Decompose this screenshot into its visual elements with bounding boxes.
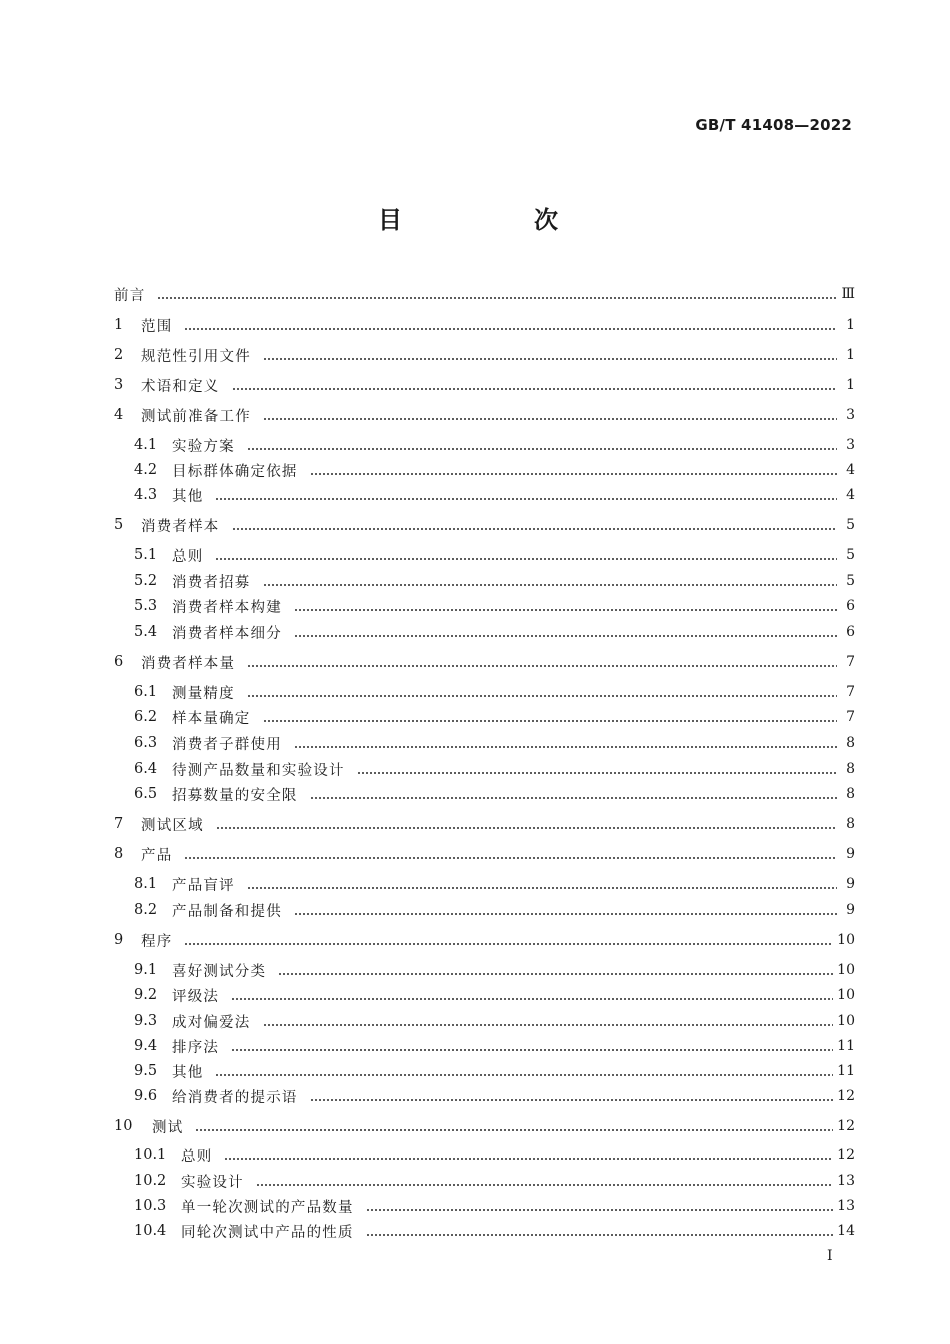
toc-entry[interactable] xyxy=(114,843,855,865)
toc-subentry[interactable] xyxy=(114,1060,855,1082)
dot-leader xyxy=(263,584,838,586)
dot-leader xyxy=(310,797,837,799)
toc-entry-label: 消费者子群使用 xyxy=(172,736,282,753)
page-title: 目 次 xyxy=(378,205,612,234)
toc-entry-page: 6 xyxy=(846,624,855,640)
toc-entry-page: 13 xyxy=(837,1198,855,1214)
toc-entry-label: 实验方案 xyxy=(172,438,235,455)
toc-subentry[interactable] xyxy=(114,595,855,617)
toc-entry-label: 消费者样本细分 xyxy=(172,625,282,642)
toc-entry-number: 7 xyxy=(114,816,124,832)
toc-entry-label: 实验设计 xyxy=(181,1174,244,1191)
toc-entry[interactable] xyxy=(114,1115,855,1137)
dot-leader xyxy=(310,473,837,475)
toc-entry-page: 11 xyxy=(837,1038,855,1054)
toc-entry-page: 5 xyxy=(846,547,855,563)
toc-entry-number: 5.3 xyxy=(134,598,158,614)
dot-leader xyxy=(278,973,833,975)
toc-subentry[interactable] xyxy=(114,1035,855,1057)
toc-entry-number: 6 xyxy=(114,654,124,670)
toc-entry-page: 7 xyxy=(846,684,855,700)
toc-entry-number: 9.2 xyxy=(134,987,158,1003)
toc-entry-number: 8.1 xyxy=(134,876,158,892)
toc-entry-number: 4.3 xyxy=(134,487,158,503)
toc-entry-number: 4.2 xyxy=(134,462,158,478)
toc-entry-label: 同轮次测试中产品的性质 xyxy=(181,1224,354,1241)
toc-entry-page: 8 xyxy=(846,816,855,832)
dot-leader xyxy=(157,297,837,299)
dot-leader xyxy=(247,448,837,450)
dot-leader xyxy=(232,388,838,390)
page-number: I xyxy=(827,1248,833,1264)
dot-leader xyxy=(195,1129,833,1131)
toc-entry-label: 术语和定义 xyxy=(141,378,220,395)
toc-entry-label: 范围 xyxy=(141,318,173,335)
dot-leader xyxy=(247,665,837,667)
toc-entry-label: 排序法 xyxy=(172,1039,220,1056)
toc-entry-label: 喜好测试分类 xyxy=(172,963,267,980)
toc-entry-number: 2 xyxy=(114,347,124,363)
toc-subentry[interactable] xyxy=(114,758,855,780)
dot-leader xyxy=(310,1099,834,1101)
toc-entry-number: 9 xyxy=(114,932,124,948)
dot-leader xyxy=(294,635,837,637)
toc-entry-label: 产品盲评 xyxy=(172,877,235,894)
toc-entry-number: 4 xyxy=(114,407,124,423)
dot-leader xyxy=(294,746,837,748)
toc-subentry[interactable] xyxy=(114,1144,855,1166)
toc-entry-page: 7 xyxy=(846,654,855,670)
toc-entry-page: 4 xyxy=(846,487,855,503)
toc-entry-page: 9 xyxy=(846,902,855,918)
dot-leader xyxy=(247,695,837,697)
toc-entry-number: 1 xyxy=(114,317,124,333)
toc-entry-number: 10.1 xyxy=(134,1147,167,1163)
dot-leader xyxy=(216,827,837,829)
toc-entry-number: 5.2 xyxy=(134,573,158,589)
dot-leader xyxy=(224,1158,833,1160)
standard-code: GB/T 41408—2022 xyxy=(695,116,852,134)
dot-leader xyxy=(263,720,838,722)
toc-entry-page: 3 xyxy=(846,407,855,423)
toc-subentry[interactable] xyxy=(114,570,855,592)
toc-entry-page: 1 xyxy=(846,317,855,333)
toc-entry-number: 6.3 xyxy=(134,735,158,751)
toc-entry-label: 测量精度 xyxy=(172,685,235,702)
dot-leader xyxy=(231,998,833,1000)
dot-leader xyxy=(215,1074,833,1076)
toc-entry-number: 6.2 xyxy=(134,709,158,725)
toc-subentry[interactable] xyxy=(114,1195,855,1217)
toc-entry-label: 目标群体确定依据 xyxy=(172,463,298,480)
toc-entry-number: 10.3 xyxy=(134,1198,167,1214)
toc-entry-label: 产品 xyxy=(141,847,173,864)
toc-entry-number: 10.2 xyxy=(134,1173,167,1189)
dot-leader xyxy=(215,498,837,500)
dot-leader xyxy=(263,418,837,420)
toc-entry[interactable] xyxy=(114,929,855,951)
dot-leader xyxy=(256,1184,833,1186)
dot-leader xyxy=(232,528,838,530)
toc-entry-number: 9.3 xyxy=(134,1013,158,1029)
toc-entry-label: 待测产品数量和实验设计 xyxy=(172,762,345,779)
toc-subentry[interactable] xyxy=(114,873,855,895)
toc-entry-page: 8 xyxy=(846,786,855,802)
dot-leader xyxy=(294,609,837,611)
toc-entry-page: 9 xyxy=(846,846,855,862)
toc-entry-label: 样本量确定 xyxy=(172,710,251,727)
toc-entry-number: 6.5 xyxy=(134,786,158,802)
toc-entry[interactable] xyxy=(114,813,855,835)
dot-leader xyxy=(357,772,837,774)
toc-entry-page: 1 xyxy=(846,347,855,363)
toc-entry-label: 总则 xyxy=(172,548,204,565)
toc-entry-number: 6.1 xyxy=(134,684,158,700)
toc-entry-page: 6 xyxy=(846,598,855,614)
toc-entry-number: 5.4 xyxy=(134,624,158,640)
toc-subentry[interactable] xyxy=(114,959,855,981)
dot-leader xyxy=(184,857,837,859)
toc-subentry[interactable] xyxy=(114,984,855,1006)
toc-entry-label: 产品制备和提供 xyxy=(172,903,282,920)
toc-subentry[interactable] xyxy=(114,1170,855,1192)
toc-entry-number: 9.6 xyxy=(134,1088,158,1104)
toc-entry-number: 9.1 xyxy=(134,962,158,978)
toc-entry-page: 12 xyxy=(837,1088,855,1104)
toc-subentry[interactable] xyxy=(114,484,855,506)
toc-entry-label: 消费者招募 xyxy=(172,574,251,591)
toc-entry-page: 1 xyxy=(846,377,855,393)
toc-entry-label: 前言 xyxy=(114,287,146,304)
toc-entry-number: 9.4 xyxy=(134,1038,158,1054)
toc-subentry[interactable] xyxy=(114,1085,855,1107)
toc-entry-page: 9 xyxy=(846,876,855,892)
toc-subentry[interactable] xyxy=(114,732,855,754)
toc-entry-page: 12 xyxy=(837,1118,855,1134)
toc-entry[interactable] xyxy=(114,374,855,396)
toc-entry-page: 10 xyxy=(837,1013,855,1029)
toc-entry-number: 5.1 xyxy=(134,547,158,563)
dot-leader xyxy=(263,358,837,360)
toc-subentry[interactable] xyxy=(114,459,855,481)
toc-entry-label: 成对偏爱法 xyxy=(172,1014,251,1031)
toc-subentry[interactable] xyxy=(114,1010,855,1032)
toc-subentry[interactable] xyxy=(114,706,855,728)
toc-entry-page: 10 xyxy=(837,932,855,948)
toc-entry-label: 消费者样本 xyxy=(141,518,220,535)
toc-entry-page: 14 xyxy=(837,1223,855,1239)
toc-entry-label: 程序 xyxy=(141,933,173,950)
toc-entry[interactable] xyxy=(114,314,855,336)
toc-subentry[interactable] xyxy=(114,681,855,703)
toc-entry-label: 消费者样本构建 xyxy=(172,599,282,616)
toc-entry-page: 12 xyxy=(837,1147,855,1163)
toc-entry-label: 测试 xyxy=(152,1119,184,1136)
toc-entry-number: 3 xyxy=(114,377,124,393)
toc-entry-page: 13 xyxy=(837,1173,855,1189)
toc-entry-page: 3 xyxy=(846,437,855,453)
toc-subentry[interactable] xyxy=(114,434,855,456)
toc-entry-page: 10 xyxy=(837,987,855,1003)
toc-entry-label: 其他 xyxy=(172,1064,204,1081)
toc-entry[interactable] xyxy=(114,514,855,536)
toc-entry-page: 8 xyxy=(846,735,855,751)
toc-subentry[interactable] xyxy=(114,1220,855,1242)
toc-entry-number: 9.5 xyxy=(134,1063,158,1079)
toc-entry-label: 其他 xyxy=(172,488,204,505)
toc-entry-number: 10 xyxy=(114,1118,133,1134)
dot-leader xyxy=(215,558,837,560)
toc-entry-number: 6.4 xyxy=(134,761,158,777)
toc-entry-page: 7 xyxy=(846,709,855,725)
toc-entry-page: 4 xyxy=(846,462,855,478)
toc-entry-label: 总则 xyxy=(181,1148,213,1165)
toc-entry-label: 消费者样本量 xyxy=(141,655,236,672)
toc-subentry[interactable] xyxy=(114,899,855,921)
toc-entry-page: 5 xyxy=(846,517,855,533)
toc-entry-label: 给消费者的提示语 xyxy=(172,1089,298,1106)
dot-leader xyxy=(366,1234,833,1236)
dot-leader xyxy=(184,943,833,945)
toc-entry-label: 测试区域 xyxy=(141,817,204,834)
toc-entry-number: 4.1 xyxy=(134,437,158,453)
toc-subentry[interactable] xyxy=(114,621,855,643)
dot-leader xyxy=(231,1049,833,1051)
toc-entry-page: 10 xyxy=(837,962,855,978)
toc-entry-page: 8 xyxy=(846,761,855,777)
toc-entry-foreword[interactable] xyxy=(114,283,855,305)
toc-entry[interactable] xyxy=(114,404,855,426)
toc-entry-number: 8.2 xyxy=(134,902,158,918)
dot-leader xyxy=(184,328,837,330)
dot-leader xyxy=(247,887,837,889)
toc-entry-number: 5 xyxy=(114,517,124,533)
toc-subentry[interactable] xyxy=(114,783,855,805)
toc-entry-label: 规范性引用文件 xyxy=(141,348,251,365)
dot-leader xyxy=(294,913,837,915)
toc-entry-number: 10.4 xyxy=(134,1223,167,1239)
toc-entry-page: 5 xyxy=(846,573,855,589)
toc-entry-number: 8 xyxy=(114,846,124,862)
toc-entry-label: 测试前准备工作 xyxy=(141,408,251,425)
dot-leader xyxy=(366,1209,833,1211)
toc-entry-label: 招募数量的安全限 xyxy=(172,787,298,804)
toc-entry[interactable] xyxy=(114,651,855,673)
toc-entry-label: 单一轮次测试的产品数量 xyxy=(181,1199,354,1216)
dot-leader xyxy=(263,1024,834,1026)
toc-entry[interactable] xyxy=(114,344,855,366)
toc-entry-label: 评级法 xyxy=(172,988,220,1005)
toc-entry-page: 11 xyxy=(837,1063,855,1079)
toc-subentry[interactable] xyxy=(114,544,855,566)
toc-entry-page: Ⅲ xyxy=(841,286,855,302)
